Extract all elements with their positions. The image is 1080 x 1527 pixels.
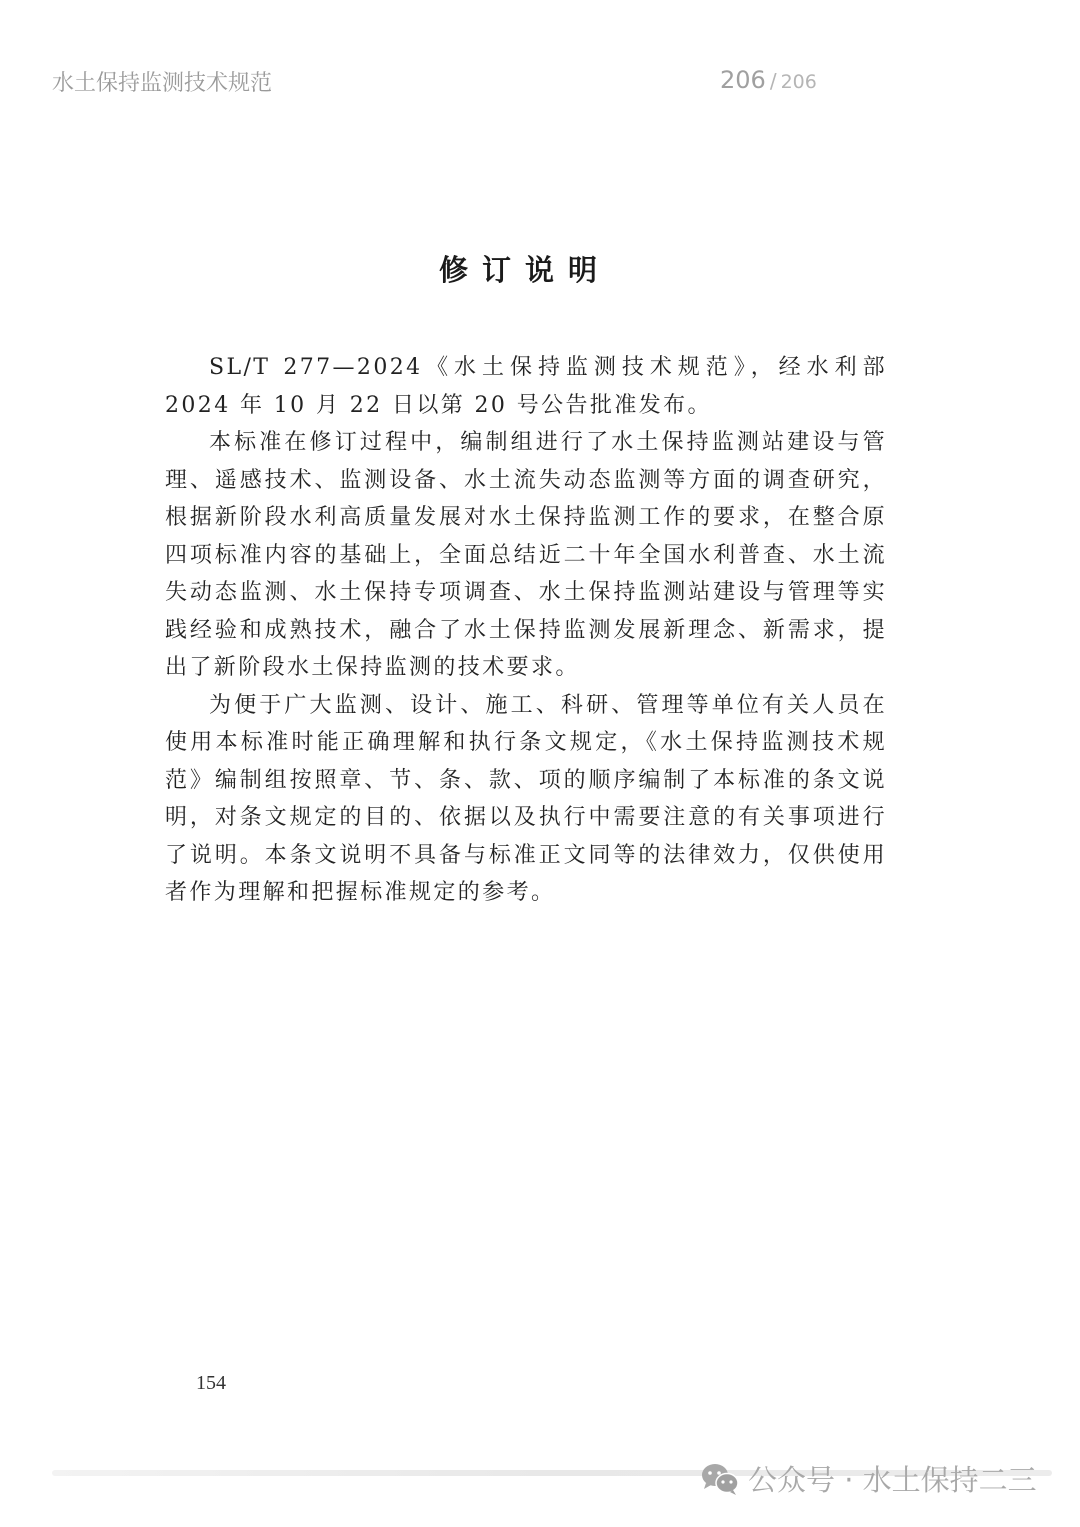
wechat-icon: [700, 1462, 740, 1496]
document-title: 水土保持监测技术规范: [52, 71, 273, 96]
page-separator: /: [769, 69, 777, 93]
paragraph-revision-process: 本标准在修订过程中，编制组进行了水土保持监测站建设与管理、遥感技术、监测设备、水土流失动态监测等方面的调查研究，根据新阶段水利高质量发展对水土保持监测工作的要求，在整合原四项标准内容的基础上，全面总结近二十年全国水利普查、水土流失动态监测、水土保持专项调查、水土保持监测站建设与管理等实践经验和成熟技术，融合了水土保持监测发展新理念、新需求，提出了新阶段水土保持监测的技术要求。: [165, 430, 887, 680]
paragraph-explanation-purpose: 为便于广大监测、设计、施工、科研、管理等单位有关人员在使用本标准时能正确理解和执行条文规定，《水土保持监测技术规范》编制组按照章、节、条、款、项的顺序编制了本标准的条文说明，对条文规定的目的、依据以及执行中需要注意的有关事项进行了说明。本条文说明不具备与标准正文同等的法律效力，仅供使用者作为理解和把握标准规定的参考。: [165, 692, 887, 905]
section-title: 修订说明: [438, 253, 611, 287]
page-counter: [720, 66, 817, 94]
page-number: 154: [196, 1372, 226, 1394]
viewer-header: [0, 62, 1080, 102]
current-page: 206: [720, 66, 766, 94]
document-body: [165, 349, 887, 912]
paragraph-approval: SL/T 277—2024《水土保持监测技术规范》，经水利部 2024 年 10 月 22 日以第 20 号公告批准发布。: [165, 355, 887, 418]
watermark-text: 公众号 · 水土保持二三: [748, 1463, 1037, 1497]
total-pages: 206: [780, 71, 817, 93]
watermark: [700, 1458, 1037, 1499]
